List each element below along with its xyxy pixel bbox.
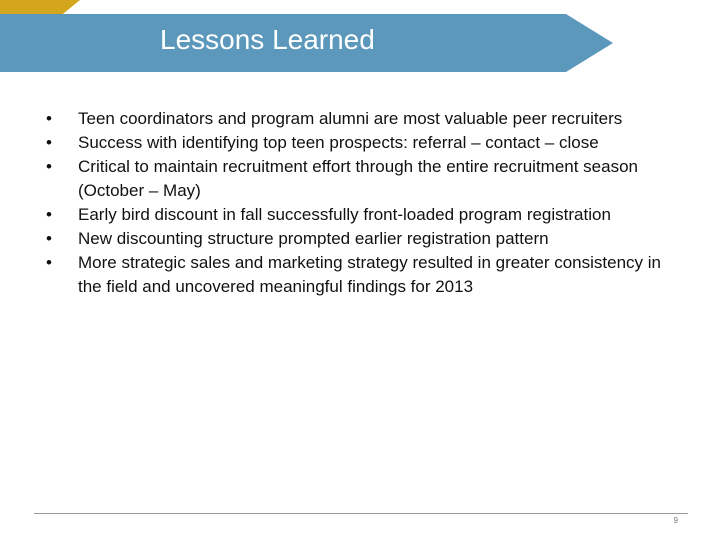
page-number: 9: [673, 516, 678, 525]
bullet-list: [34, 107, 674, 299]
bullet-text: Teen coordinators and program alumni are most valuable peer recruiters: [78, 109, 623, 128]
bullet-icon: •: [46, 253, 52, 272]
bullet-item: [34, 227, 674, 251]
bullet-icon: •: [46, 109, 52, 128]
bullet-item: [34, 155, 674, 203]
bullet-text: New discounting structure prompted earlier registration pattern: [78, 229, 549, 248]
slide-title: Lessons Learned: [160, 24, 375, 55]
bullet-text: Critical to maintain recruitment effort through the entire recruitment season (October – May): [78, 157, 639, 200]
bullet-item: [34, 131, 674, 155]
bullet-text: Early bird discount in fall successfully front-loaded program registration: [78, 205, 611, 224]
bullet-icon: •: [46, 133, 52, 152]
bullet-item: [34, 107, 674, 131]
bullet-icon: •: [46, 157, 52, 176]
bullet-icon: •: [46, 205, 52, 224]
bullet-text: More strategic sales and marketing strategy resulted in greater consistency in the field and uncovered meaningful findings for 2013: [78, 253, 661, 296]
bullet-icon: •: [46, 229, 52, 248]
bullet-item: [34, 251, 674, 299]
footer-divider: [34, 513, 688, 514]
bullet-item: [34, 203, 674, 227]
bullet-text: Success with identifying top teen prospects: referral – contact – close: [78, 133, 599, 152]
